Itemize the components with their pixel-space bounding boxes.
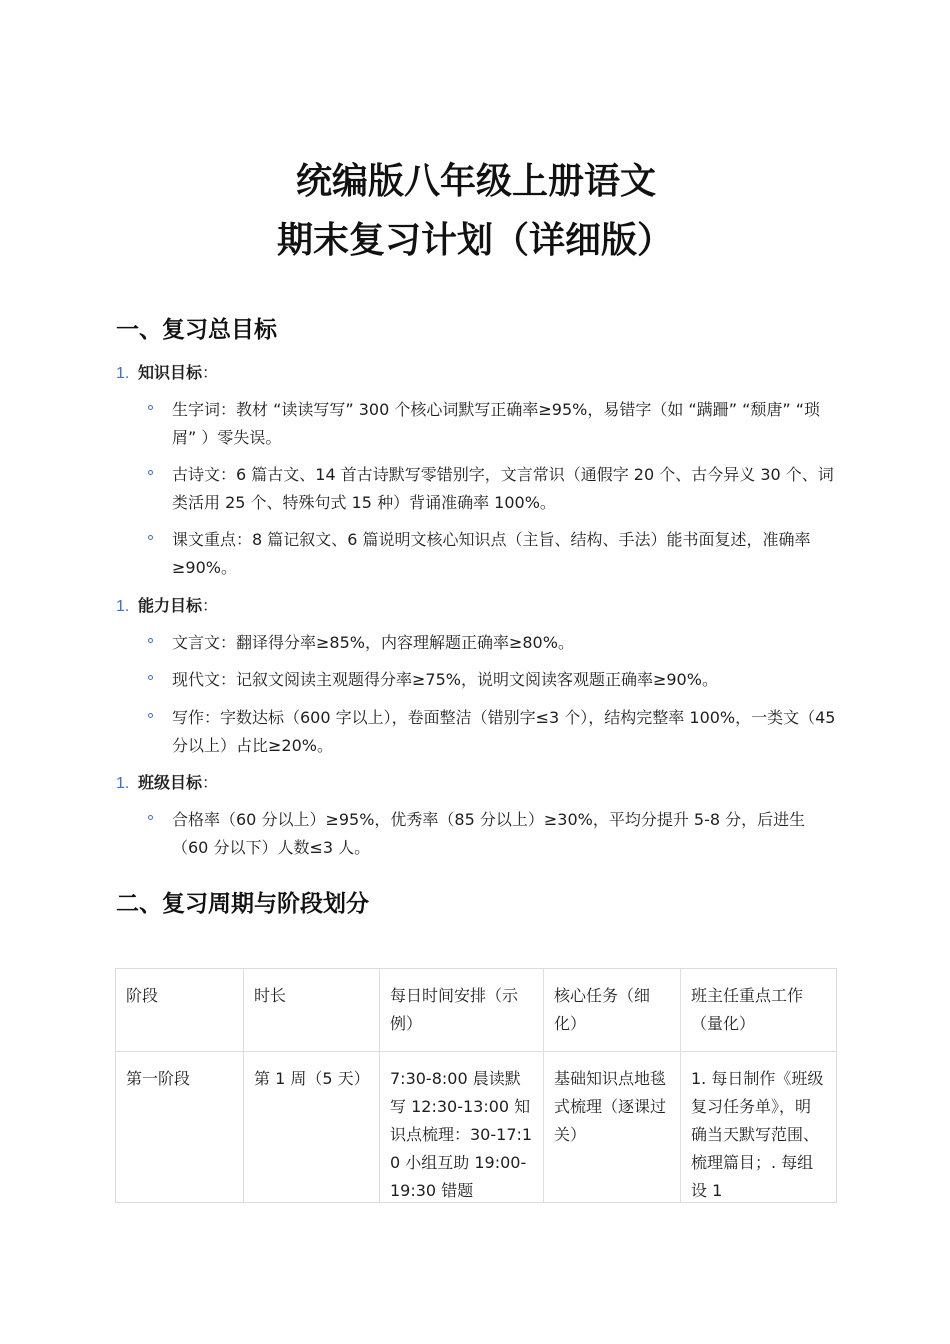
table-header-row [116,969,837,1052]
goal-group-knowledge: 1. 知识目标： [116,361,218,386]
list-item [148,704,838,760]
list-item [148,461,838,517]
table-header-cell: 核心任务（细化） [544,969,681,1052]
table-row [116,1052,837,1204]
table-header-cell: 时长 [244,969,380,1052]
table-cell: 第一阶段 [116,1052,244,1204]
list-item-text: 文言文：翻译得分率≥85%，内容理解题正确率≥80%。 [172,633,574,652]
bullet-icon [148,638,153,643]
list-item [148,806,838,862]
table-cell: 1. 每日制作《班级复习任务单》，明确当天默写范围、梳理篇目；. 每组设 1 [681,1052,837,1204]
goal-group-ability: 1. 能力目标： [116,594,218,619]
list-number: 1. [116,365,130,382]
list-item [148,396,838,452]
goal-group-label: 知识目标 [138,363,203,382]
table-header-cell: 每日时间安排（示例） [380,969,544,1052]
bullet-icon [148,535,153,540]
table-cell: 7:30-8:00 晨读默写 12:30-13:00 知识点梳理：30-17:10 小组互助 19:00-19:30 错题 [380,1052,544,1204]
document-title-line1: 统编版八年级上册语文 [295,161,656,202]
list-number: 1. [116,775,130,792]
list-item-text: 写作：字数达标（600 字以上），卷面整洁（错别字≤3 个），结构完整率 100%，一类文（45 分以上）占比≥20%。 [172,708,836,755]
bullet-icon [148,713,153,718]
section-heading-schedule: 二、复习周期与阶段划分 [116,891,369,917]
list-item [148,629,838,657]
list-item-text: 生字词：教材 “读读写写” 300 个核心词默写正确率≥95%，易错字（如 “蹒跚” “颓唐” “琐屑” ）零失误。 [172,400,821,447]
table-cell: 第 1 周（5 天） [244,1052,380,1204]
section-heading-goals: 一、复习总目标 [116,317,277,343]
table-header-cell: 阶段 [116,969,244,1052]
table-cell: 基础知识点地毯式梳理（逐课过关） [544,1052,681,1204]
document-title-line2: 期末复习计划（详细版） [276,220,673,261]
list-item [148,526,838,582]
bullet-icon [148,675,153,680]
table-header-cell: 班主任重点工作（量化） [681,969,837,1052]
bullet-icon [148,470,153,475]
schedule-table [115,968,837,1203]
list-item [148,666,838,694]
list-number: 1. [116,598,130,615]
bullet-icon [148,405,153,410]
goal-group-label: 能力目标 [138,596,203,615]
schedule-table-container [115,968,837,1203]
list-item-text: 古诗文：6 篇古文、14 首古诗默写零错别字，文言常识（通假字 20 个、古今异义 30 个、词类活用 25 个、特殊句式 15 种）背诵准确率 100%。 [172,465,834,512]
bullet-icon [148,815,153,820]
list-item-text: 现代文：记叙文阅读主观题得分率≥75%，说明文阅读客观题正确率≥90%。 [172,670,718,689]
table-bottom-border [115,1202,837,1203]
goal-group-label: 班级目标 [138,773,203,792]
goal-group-class: 1. 班级目标： [116,771,218,796]
list-item-text: 课文重点：8 篇记叙文、6 篇说明文核心知识点（主旨、结构、手法）能书面复述，准确率≥90%。 [172,530,811,577]
list-item-text: 合格率（60 分以上）≥95%，优秀率（85 分以上）≥30%，平均分提升 5-8 分，后进生（60 分以下）人数≤3 人。 [172,810,806,857]
